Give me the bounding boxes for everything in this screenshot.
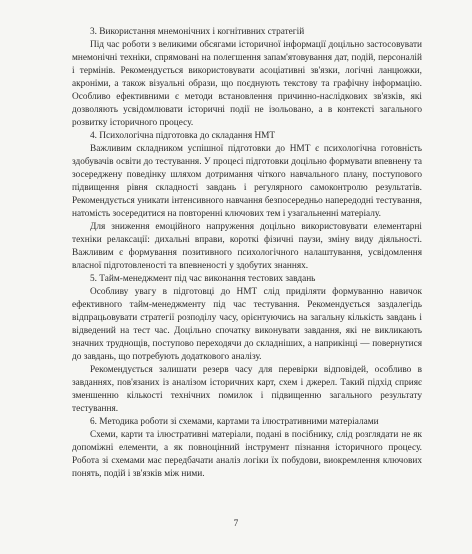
paragraph-time-reserve: Рекомендується залишати резерв часу для перевірки відповідей, особливо в завданнях, пов'язаних із аналізом історичних карт, схем і джерел. Такий підхід сприяє зменшенню кількості технічних помилок і підвищенню загального результату тестування. [72, 365, 422, 414]
section-heading-5: 5. Тайм-менеджмент під час виконання тестових завдань [90, 274, 316, 284]
paragraph-schemes-and-maps: Схеми, карти та ілюстративні матеріали, подані в посібнику, слід розглядати не як допоміжні елементи, а як повноцінний інструмент пізнання історичного процесу. Робота зі схемами має передбачати аналіз логіки їх побудови, виокремлення ключових понять, подій і зв'язків між ними. [72, 430, 422, 479]
page-number: 7 [233, 519, 239, 529]
paragraph-relaxation-techniques: Для зниження емоційного напруження доцільно використовувати елементарні техніки релаксації: дихальні вправи, короткі фізичні паузи, зміну виду діяльності. Важливим є формування позитивного психологічного налаштування, усвідомлення власної підготовленості та впевненості у здобутих знаннях. [72, 222, 422, 271]
paragraph-mnemonic-strategies: Під час роботи з великими обсягами історичної інформації доцільно застосовувати мнемонічні техніки, спрямовані на полегшення запам'ятовування дат, подій, персоналій і термінів. Рекомендується використовувати асоціативні зв'язки, логічні ланцюжки, акроніми, а також візуальні образи, що поєднують текстову та графічну інформацію. Особливо ефективними є методи встановлення причинно-наслідкових зв'язків, які дозволяють усвідомлювати історичні події не ізольовано, а в контексті загального розвитку історичного процесу. [72, 40, 422, 128]
section-heading-6: 6. Методика роботи зі схемами, картами та ілюстративними матеріалами [90, 417, 379, 427]
section-heading-4: 4. Психологічна підготовка до складання НМТ [90, 131, 276, 141]
paragraph-psychological-readiness: Важливим складником успішної підготовки до НМТ є психологічна готовність здобувачів освіти до тестування. У процесі підготовки доцільно формувати впевнену та зосереджену поведінку шляхом дотримання чіткого навчального плану, поступового підвищення рівня складності завдань і регулярного самоконтролю результатів. Рекомендується уникати інтенсивного навчання безпосередньо напередодні тестування, натомість зосередитися на повторенні ключових тем і узагальненні матеріалу. [72, 144, 422, 219]
page-body [72, 26, 422, 481]
paragraph-time-management: Особливу увагу в підготовці до НМТ слід приділяти формуванню навичок ефективного тайм-менеджменту під час тестування. Рекомендується заздалегідь відпрацьовувати стратегії розподілу часу, орієнтуючись на загальну кількість завдань і відведений на тест час. Доцільно спочатку виконувати завдання, які не викликають значних труднощів, поступово переходячи до складніших, а наприкінці — повернутися до завдань, що потребують додаткового аналізу. [72, 287, 422, 362]
section-heading-3: 3. Використання мнемонічних і когнітивних стратегій [90, 27, 305, 37]
